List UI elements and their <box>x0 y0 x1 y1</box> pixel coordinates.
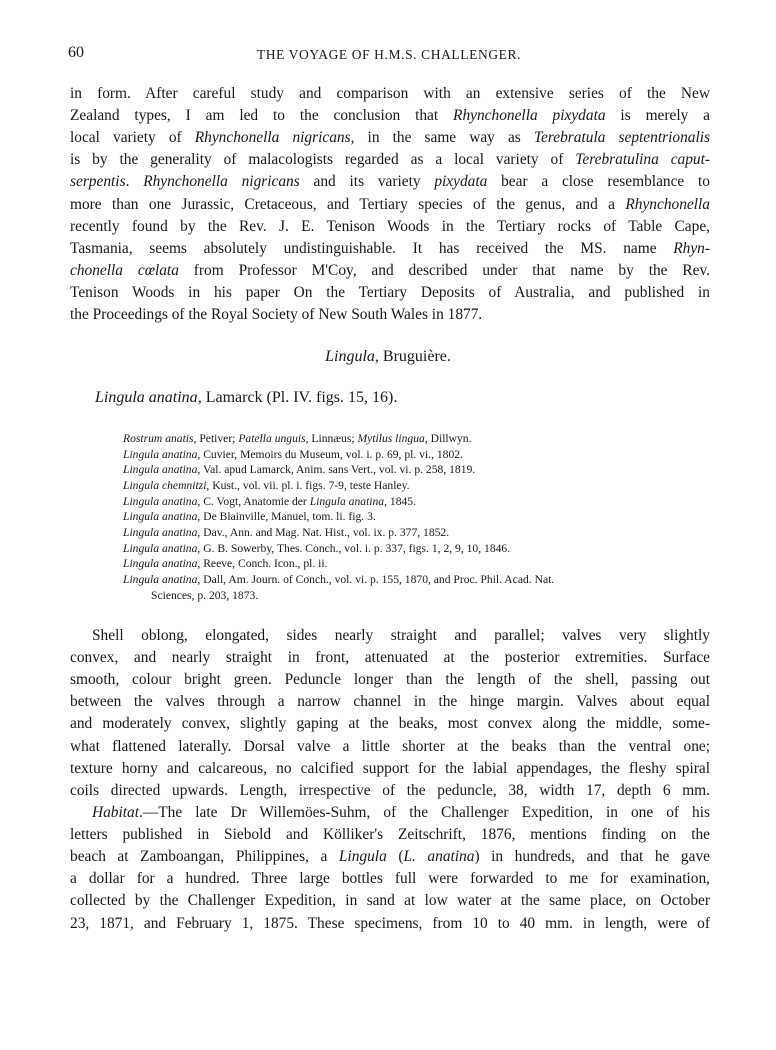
text-line <box>70 283 710 302</box>
italic-run: Lingula anatina <box>95 389 198 406</box>
text-run: .—The late Dr Willemöes-Suhm, of the Challenger Expedition, in one of his <box>139 804 710 821</box>
italic-run: Rhynchonella pixydata <box>453 107 606 125</box>
text-run: convex, and nearly straight in front, attenuated at the posterior extremities. Surface <box>70 649 710 667</box>
text-line <box>70 150 710 169</box>
italic-run: Patella unguis <box>238 432 306 445</box>
text-run: and moderately convex, slightly gaping at the beaks, most convex along the middle, some- <box>70 715 710 733</box>
text-line <box>70 128 710 147</box>
text-run: bear a close resemblance to <box>487 173 710 191</box>
italic-run: chonella cœlata <box>70 261 179 279</box>
text-line <box>70 891 710 910</box>
text-run: Tenison Woods in his paper On the Tertiary Deposits of Australia, and published in <box>70 283 710 301</box>
synonymy-entry <box>123 556 328 571</box>
italic-run: Lingula chemnitzi <box>123 478 207 492</box>
text-line <box>70 803 710 822</box>
text-line <box>70 172 710 191</box>
italic-run: Rhynchonella <box>625 195 710 213</box>
text-run: , Dillwyn. <box>424 432 472 445</box>
synonymy-entry <box>123 494 416 509</box>
text-line <box>70 714 710 733</box>
text-line <box>70 217 710 236</box>
synonymy-entry <box>123 431 472 446</box>
text-run: the Proceedings of the Royal Society of New South Wales in 1877. <box>70 306 483 323</box>
italic-run: Lingula anatina <box>123 557 198 571</box>
text-line <box>70 84 710 103</box>
text-run: , G. B. Sowerby, Thes. Conch., vol. i. p. 337, figs. 1, 2, 9, 10, 1846. <box>197 541 511 555</box>
italic-run: Lingula anatina <box>123 494 198 508</box>
text-line <box>70 847 710 866</box>
synonymy-entry <box>123 478 410 493</box>
text-run: 23, 1871, and February 1, 1875. These specimens, from 10 to 40 mm. in length, were of <box>70 914 710 932</box>
text-run: local variety of <box>70 129 195 147</box>
italic-run: pixydata <box>434 173 488 191</box>
text-run: letters published in Siebold and Kölliker's Zeitschrift, 1876, mentions finding on the <box>70 826 710 844</box>
text-run: Shell oblong, elongated, sides nearly straight and parallel; valves very slightly <box>92 627 710 644</box>
text-run: , Dall, Am. Journ. of Conch., vol. vi. p. 155, 1870, and Proc. Phil. Acad. Nat. <box>197 572 555 586</box>
synonymy-entry <box>123 447 463 462</box>
text-line <box>70 914 710 933</box>
synonymy-entry <box>123 462 475 477</box>
text-run: a dollar for a hundred. Three large bottles full were forwarded to me for examination, <box>70 870 710 888</box>
italic-run: Lingula anatina <box>309 494 385 508</box>
text-line <box>70 781 710 800</box>
text-run: between the valves through a narrow channel in the hinge margin. Valves about equal <box>70 693 710 711</box>
italic-run: Rhynchonella nigricans <box>143 173 300 191</box>
species-heading <box>95 389 397 407</box>
italic-run: Rostrum anatis <box>123 432 194 445</box>
text-line <box>70 737 710 756</box>
text-run: Zealand types, I am led to the conclusion that <box>70 107 454 125</box>
synonymy-entry <box>123 509 376 524</box>
italic-run: Mytilus lingua <box>357 432 425 445</box>
text-line <box>70 825 710 844</box>
text-run: , Lamarck (Pl. IV. figs. 15, 16). <box>197 389 398 406</box>
text-line <box>70 106 710 125</box>
text-run: , De Blainville, Manuel, tom. li. fig. 3. <box>197 510 376 524</box>
synonymy-entry <box>123 572 554 587</box>
italic-run: serpentis <box>70 173 126 191</box>
synonymy-entry <box>123 525 449 540</box>
italic-run: Lingula anatina <box>123 447 198 461</box>
text-line <box>70 648 710 667</box>
text-run: collected by the Challenger Expedition, in sand at low water at the same place, on October <box>70 892 710 910</box>
text-run: ) in hundreds, and that he gave <box>474 848 710 866</box>
text-run: coils directed upwards. Length, irrespective of the peduncle, 38, width 17, depth 6 mm. <box>70 781 710 799</box>
text-line <box>70 239 710 258</box>
italic-run: Terebratula septentrionalis <box>533 129 711 147</box>
text-line <box>70 670 710 689</box>
italic-run: Lingula <box>338 848 387 866</box>
text-run: from Professor M'Coy, and described under that name by the Rev. <box>178 261 711 279</box>
text-run: Tasmania, seems absolutely undistinguishable. It has received the MS. name <box>70 239 674 257</box>
synonymy-entry <box>151 588 258 603</box>
text-line <box>70 305 710 324</box>
text-run: beach at Zamboangan, Philippines, a <box>70 848 339 866</box>
text-run: , C. Vogt, Anatomie der <box>197 494 310 508</box>
text-run: is by the generality of malacologists regarded as a local variety of <box>70 151 576 169</box>
text-line <box>70 869 710 888</box>
text-run: , Cuvier, Memoirs du Museum, vol. i. p. 69, pl. vi., 1802. <box>197 447 463 461</box>
text-line <box>70 195 710 214</box>
text-line <box>70 692 710 711</box>
text-run: ( <box>386 848 404 866</box>
text-run: , Val. apud Lamarck, Anim. sans Vert., vol. vi. p. 258, 1819. <box>197 463 476 477</box>
text-run: , Linnæus; <box>305 432 358 445</box>
text-run: , Dav., Ann. and Mag. Nat. Hist., vol. ix. p. 377, 1852. <box>197 525 450 539</box>
text-run: , Petiver; <box>193 432 239 445</box>
text-run: . <box>125 173 144 191</box>
italic-run: Lingula anatina <box>123 572 198 586</box>
italic-run: Lingula anatina <box>123 510 198 524</box>
text-line <box>70 626 710 645</box>
text-line <box>70 759 710 778</box>
text-run: what flattened laterally. Dorsal valve a little shorter at the beaks than the ventral one; <box>70 737 710 755</box>
italic-run: Rhyn- <box>673 239 710 257</box>
text-run: , Bruguière. <box>374 348 451 365</box>
text-run: , in the same way as <box>350 129 534 147</box>
italic-run: Habitat <box>92 804 140 821</box>
genus-heading <box>0 348 776 366</box>
text-run: and its variety <box>299 173 435 191</box>
page-number: 60 <box>68 44 84 61</box>
text-line <box>70 261 710 280</box>
running-title: THE VOYAGE OF H.M.S. CHALLENGER. <box>256 47 522 62</box>
text-run: smooth, colour bright green. Peduncle longer than the length of the shell, passing out <box>70 671 710 689</box>
italic-run: L. anatina <box>403 848 475 866</box>
italic-run: Lingula anatina <box>123 463 198 477</box>
text-run: in form. After careful study and comparison with an extensive series of the New <box>70 85 710 102</box>
italic-run: Terebratulina caput- <box>575 151 711 169</box>
text-run: texture horny and calcareous, no calcified support for the labial appendages, the fleshy spiral <box>70 759 710 777</box>
text-run: is merely a <box>605 107 710 125</box>
italic-run: Lingula anatina <box>123 541 198 555</box>
text-run: recently found by the Rev. J. E. Tenison Woods in the Tertiary rocks of Table Cape, <box>70 217 710 235</box>
page-header <box>68 44 710 68</box>
text-run: , Reeve, Conch. Icon., pl. ii. <box>197 557 328 571</box>
italic-run: Lingula anatina <box>123 525 198 539</box>
text-run: , 1845. <box>384 494 416 508</box>
synonymy-entry <box>123 541 510 556</box>
text-run: more than one Jurassic, Cretaceous, and Tertiary species of the genus, and a <box>70 195 626 213</box>
italic-run: Lingula <box>325 348 375 365</box>
text-run: , Kust., vol. vii. pl. i. figs. 7-9, teste Hanley. <box>206 478 410 492</box>
text-run: Sciences, p. 203, 1873. <box>151 588 259 602</box>
italic-run: Rhynchonella nigricans <box>194 129 351 147</box>
